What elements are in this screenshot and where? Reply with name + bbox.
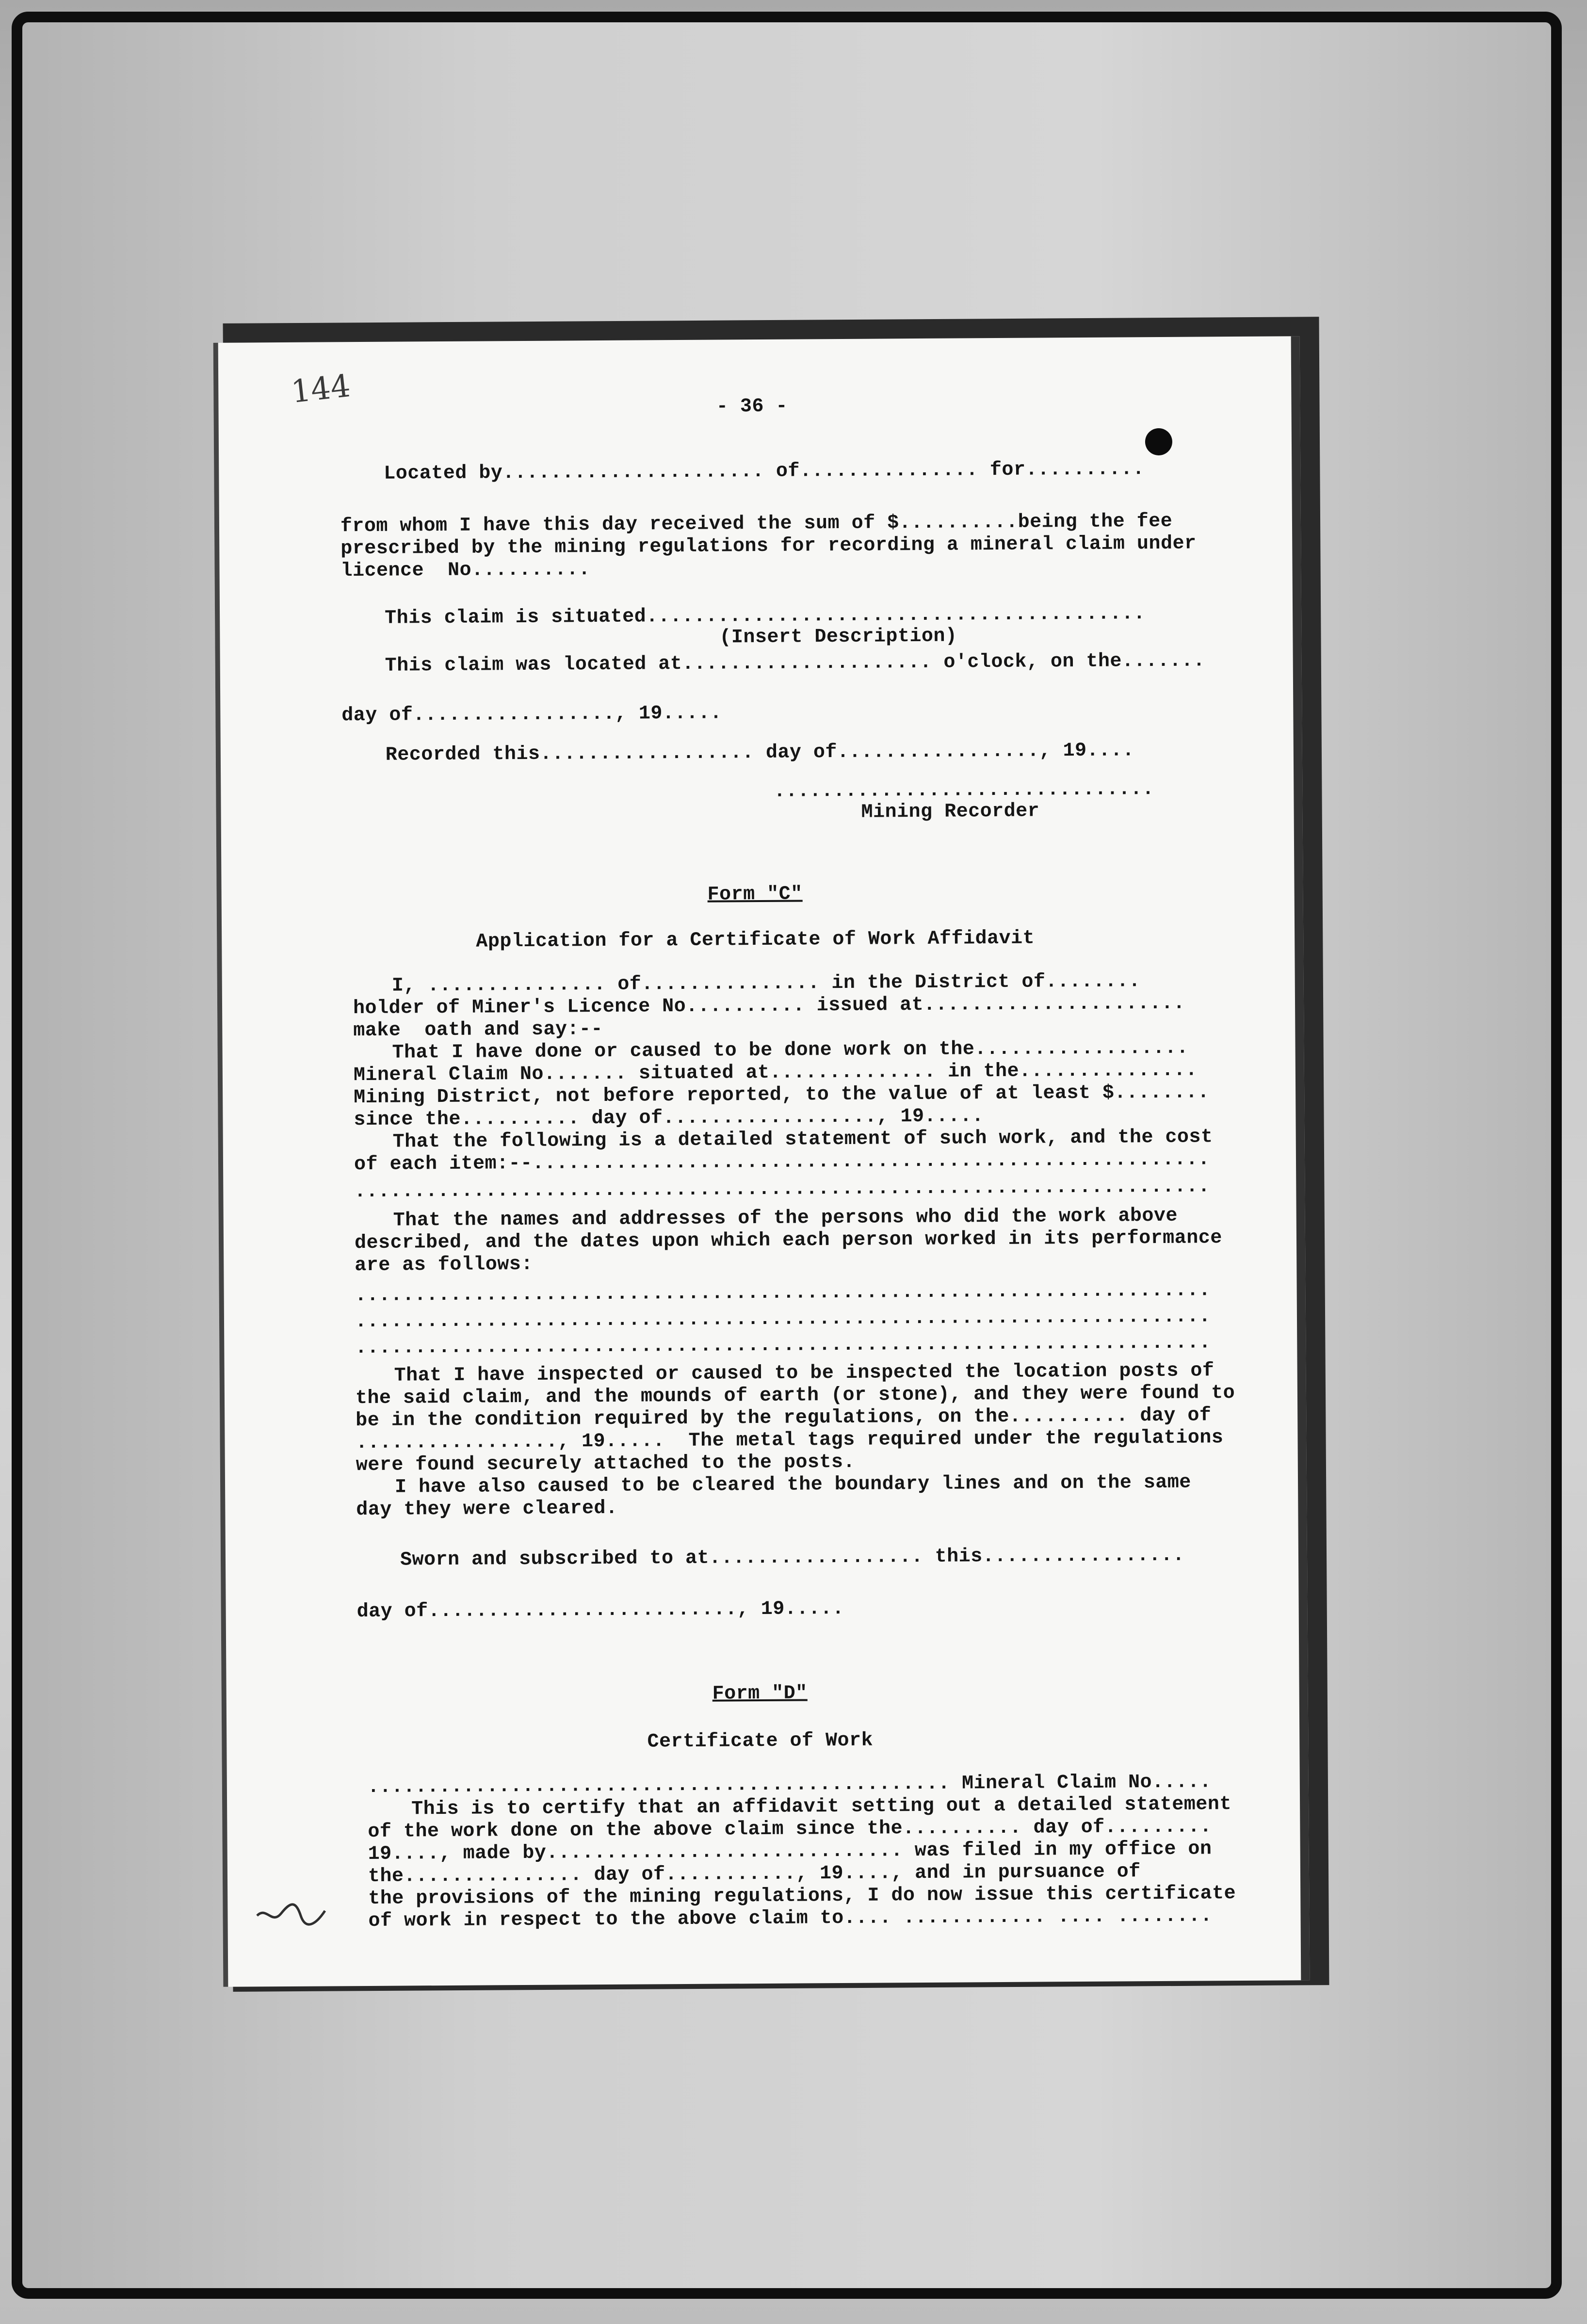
regulations-line: prescribed by the mining regulations for recording a mineral claim under (340, 533, 1197, 560)
form-c-line-22: I have also caused to be cleared the boundary lines and on the same (394, 1471, 1191, 1499)
day-of-line: day of................., 19..... (341, 702, 722, 727)
handwritten-page-number: 144 (289, 368, 353, 411)
insert-description-label: (Insert Description) (719, 625, 957, 649)
form-c-line-20: ................., 19..... The metal tags required under the regulations (356, 1427, 1224, 1454)
licence-line: licence No.......... (340, 559, 591, 582)
form-c-line-21: were found securely attached to the posts. (356, 1451, 856, 1477)
recorder-signature-line: ................................ (774, 778, 1154, 803)
form-c-line-1: I, ............... of............... in the District of........ (391, 970, 1141, 997)
recorded-this-line: Recorded this.................. day of................., 19.... (385, 740, 1134, 766)
form-d-line-6: the provisions of the mining regulations, I do now issue this certificate (368, 1883, 1236, 1910)
form-c-line-18: the said claim, and the mounds of earth (or stone), and they were found to (355, 1382, 1235, 1410)
form-c-line-13: are as follows: (355, 1253, 533, 1277)
form-c-line-17: That I have inspected or caused to be inspected the location posts of (394, 1360, 1215, 1387)
form-d-heading: Form "D" (712, 1682, 808, 1705)
form-c-line-4: That I have done or caused to be done work on the.................. (392, 1037, 1189, 1064)
page-number: - 36 - (716, 395, 788, 418)
form-c-line-7: since the.......... day of.................., 19..... (354, 1105, 984, 1131)
punch-hole-icon (1145, 428, 1172, 455)
form-d-line-7: of work in respect to the above claim to.... ............ .... ........ (368, 1905, 1213, 1932)
form-c-heading: Form "C" (707, 883, 803, 906)
form-c-line-12: described, and the dates upon which each person worked in its performance (354, 1227, 1222, 1255)
form-c-line-3: make oath and say:-- (353, 1018, 603, 1042)
form-c-day-line: day of.........................., 19..... (356, 1598, 844, 1623)
form-c-sworn-line: Sworn and subscribed to at.................. this................. (400, 1544, 1185, 1571)
form-c-line-15: ........................................................................ (355, 1306, 1211, 1333)
claim-located-line: This claim was located at..................... o'clock, on the....... (385, 650, 1205, 677)
form-c-line-14: ........................................................................ (355, 1279, 1211, 1307)
form-c-line-10: ........................................................................ (354, 1176, 1210, 1203)
form-d-title: Certificate of Work (647, 1729, 874, 1753)
form-d-line-5: the............... day of..........., 19...., and in pursuance of (368, 1861, 1141, 1888)
form-c-line-8: That the following is a detailed statement of such work, and the cost (392, 1126, 1213, 1153)
form-d-line-2: This is to certify that an affidavit setting out a detailed statement (411, 1793, 1232, 1821)
fee-line: from whom I have this day received the sum of $..........being the fee (340, 510, 1173, 538)
form-c-line-6: Mining District, not before reported, to the value of at least $........ (354, 1081, 1210, 1109)
form-c-line-2: holder of Miner's Licence No.......... issued at...................... (353, 992, 1185, 1020)
located-by-line: Located by...................... of............... for.......... (384, 458, 1145, 485)
form-c-line-11: That the names and addresses of the persons who did the work above (393, 1205, 1178, 1232)
form-c-line-16: ........................................................................ (355, 1332, 1211, 1359)
document-page (213, 336, 1310, 1987)
form-c-line-9: of each item:--......................................................... (354, 1148, 1210, 1176)
form-c-line-23: day they were cleared. (356, 1497, 618, 1521)
form-c-line-19: be in the condition required by the regulations, on the.......... day of (356, 1404, 1212, 1432)
form-d-line-4: 19...., made by.............................. was filed in my office on (368, 1838, 1212, 1865)
form-c-line-5: Mineral Claim No....... situated at.............. in the............... (353, 1059, 1198, 1087)
form-d-line-1: ................................................. Mineral Claim No..... (367, 1771, 1212, 1798)
form-c-title: Application for a Certificate of Work Affidavit (476, 927, 1035, 953)
claim-situated-line: This claim is situated.......................................... (385, 603, 1146, 629)
form-d-line-3: of the work done on the above claim since the.......... day of......... (368, 1816, 1212, 1843)
mining-recorder-label: Mining Recorder (861, 800, 1040, 823)
handwritten-scribble-icon (252, 1891, 330, 1930)
